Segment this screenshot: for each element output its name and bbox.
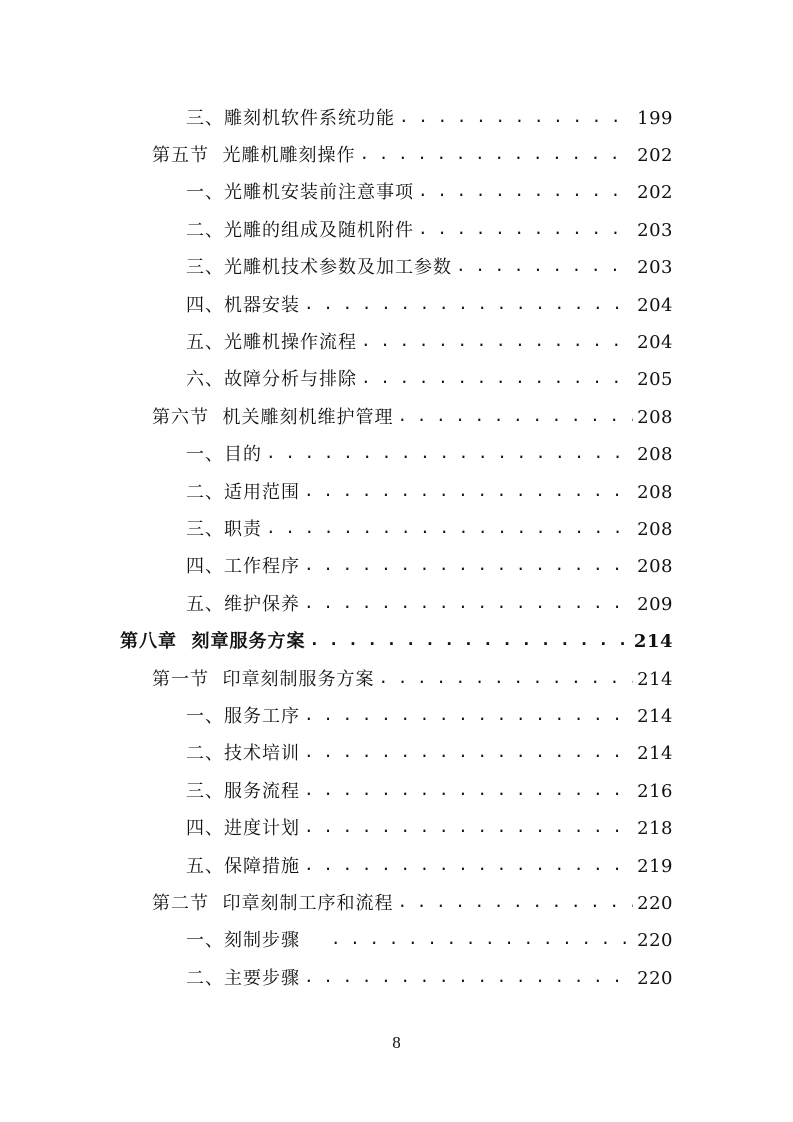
toc-entry[interactable] — [0, 287, 793, 324]
toc-entry-page: 216 — [637, 780, 673, 802]
toc-entry-title: 一、刻制步骤 — [186, 930, 327, 952]
toc-entry[interactable] — [0, 848, 793, 885]
toc-entry-title: 四、工作程序 — [186, 556, 300, 578]
toc-dot-leader — [456, 256, 633, 276]
toc-entry[interactable] — [0, 773, 793, 810]
toc-entry-title: 二、适用范围 — [186, 481, 300, 503]
toc-dot-leader — [418, 181, 633, 201]
toc-entry-title: 三、雕刻机软件系统功能 — [186, 107, 395, 129]
toc-entry-title: 第一节 印章刻制服务方案 — [152, 668, 375, 690]
toc-dot-leader — [304, 555, 633, 575]
toc-entry[interactable] — [0, 437, 793, 474]
toc-entry-title: 二、技术培训 — [186, 743, 300, 765]
toc-entry-chapter[interactable] — [0, 623, 793, 660]
toc-dot-leader — [266, 518, 633, 538]
toc-entry-page: 218 — [637, 818, 673, 840]
toc-entry-page: 214 — [637, 668, 673, 690]
toc-entry-title: 四、机器安装 — [186, 294, 300, 316]
toc-entry[interactable] — [0, 212, 793, 249]
toc-entry[interactable] — [0, 324, 793, 361]
toc-dot-leader — [304, 855, 633, 875]
toc-entry-page: 214 — [633, 631, 673, 653]
toc-entry[interactable] — [0, 698, 793, 735]
toc-dot-leader — [304, 817, 633, 837]
toc-entry-title: 三、光雕机技术参数及加工参数 — [186, 257, 452, 279]
toc-entry-title: 第六节 机关雕刻机维护管理 — [152, 406, 394, 428]
toc-entry[interactable] — [0, 399, 793, 436]
toc-entry-title: 六、故障分析与排除 — [186, 369, 357, 391]
toc-dot-leader — [397, 892, 633, 912]
toc-entry-page: 203 — [637, 219, 673, 241]
toc-entry-page: 202 — [637, 145, 673, 167]
toc-entry[interactable] — [0, 810, 793, 847]
toc-entry-page: 208 — [637, 406, 673, 428]
toc-entry-page: 209 — [637, 593, 673, 615]
toc-entry-title: 第二节 印章刻制工序和流程 — [152, 892, 394, 914]
toc-dot-leader — [378, 668, 633, 688]
toc-entry[interactable] — [0, 960, 793, 997]
toc-entry-title: 一、服务工序 — [186, 705, 300, 727]
toc-dot-leader — [359, 144, 633, 164]
toc-entry-page: 220 — [637, 967, 673, 989]
toc-dot-leader — [361, 368, 633, 388]
toc-dot-leader — [310, 630, 630, 650]
toc-entry[interactable] — [0, 474, 793, 511]
toc-dot-leader — [266, 443, 633, 463]
toc-entry[interactable] — [0, 362, 793, 399]
toc-entry-page: 214 — [637, 705, 673, 727]
toc-entry-title: 四、进度计划 — [186, 818, 300, 840]
toc-entry-title: 第八章 刻章服务方案 — [120, 631, 306, 653]
toc-entry-page: 220 — [637, 892, 673, 914]
toc-entry-page: 204 — [637, 294, 673, 316]
toc-dot-leader — [304, 705, 633, 725]
toc-entry-title: 一、光雕机安装前注意事项 — [186, 182, 414, 204]
toc-entry-title: 五、维护保养 — [186, 593, 300, 615]
toc-entry[interactable] — [0, 137, 793, 174]
toc-entry-title: 三、服务流程 — [186, 780, 300, 802]
toc-entry-page: 220 — [637, 930, 673, 952]
toc-dot-leader — [304, 294, 633, 314]
toc-entry[interactable] — [0, 586, 793, 623]
toc-dot-leader — [304, 481, 633, 501]
toc-entry-title: 一、目的 — [186, 444, 262, 466]
toc-entry-title: 三、职责 — [186, 518, 262, 540]
toc-dot-leader — [304, 780, 633, 800]
toc-entry-page: 208 — [637, 556, 673, 578]
toc-entry[interactable] — [0, 100, 793, 137]
toc-entry-page: 208 — [637, 518, 673, 540]
toc-entry-page: 202 — [637, 182, 673, 204]
toc-entry-title: 二、主要步骤 — [186, 967, 300, 989]
toc-entry-page: 219 — [637, 855, 673, 877]
toc-entry-title: 二、光雕的组成及随机附件 — [186, 219, 414, 241]
toc-entry-page: 208 — [637, 481, 673, 503]
table-of-contents — [0, 100, 793, 997]
toc-entry-title: 五、保障措施 — [186, 855, 300, 877]
toc-entry-page: 214 — [637, 743, 673, 765]
toc-entry-page: 205 — [637, 369, 673, 391]
toc-entry-page: 208 — [637, 444, 673, 466]
toc-entry[interactable] — [0, 923, 793, 960]
toc-dot-leader — [304, 593, 633, 613]
toc-dot-leader — [361, 331, 633, 351]
toc-entry-page: 199 — [637, 107, 673, 129]
toc-entry[interactable] — [0, 736, 793, 773]
toc-entry[interactable] — [0, 511, 793, 548]
toc-entry[interactable] — [0, 885, 793, 922]
toc-dot-leader — [397, 406, 633, 426]
toc-entry[interactable] — [0, 175, 793, 212]
toc-dot-leader — [331, 929, 633, 949]
toc-dot-leader — [304, 967, 633, 987]
toc-dot-leader — [304, 742, 633, 762]
toc-entry[interactable] — [0, 549, 793, 586]
toc-entry[interactable] — [0, 250, 793, 287]
toc-entry-title: 五、光雕机操作流程 — [186, 332, 357, 354]
toc-entry-title: 第五节 光雕机雕刻操作 — [152, 145, 356, 167]
page-number: 8 — [392, 1033, 401, 1052]
toc-entry[interactable] — [0, 661, 793, 698]
toc-entry-page: 204 — [637, 332, 673, 354]
toc-entry-page: 203 — [637, 257, 673, 279]
toc-dot-leader — [418, 219, 633, 239]
toc-dot-leader — [399, 107, 633, 127]
